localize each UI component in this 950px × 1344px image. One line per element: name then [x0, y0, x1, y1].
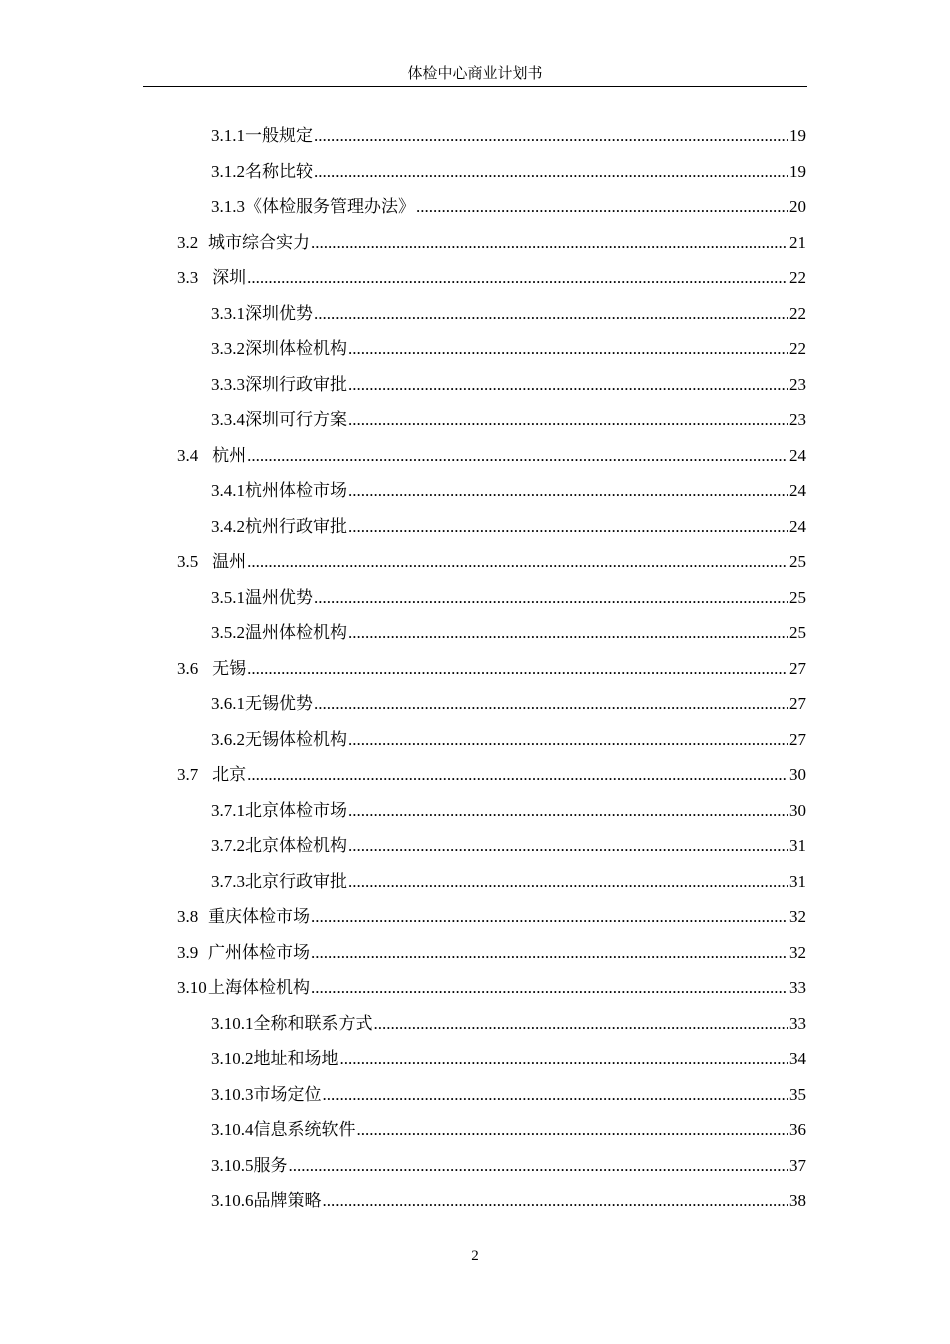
toc-entry[interactable] [211, 189, 806, 224]
toc-entry-number: 3.4.2 [211, 516, 245, 536]
toc-entry[interactable] [211, 1112, 806, 1147]
toc-entry[interactable] [177, 757, 806, 792]
toc-dot-leader [247, 438, 788, 473]
toc-entry-number: 3.4 [177, 445, 199, 465]
toc-entry-page: 33 [789, 1013, 806, 1033]
toc-entry-page: 25 [789, 623, 806, 642]
toc-dot-leader [348, 615, 788, 650]
toc-entry-title: 品牌策略 [253, 1191, 322, 1210]
toc-entry-page: 35 [789, 1084, 806, 1104]
toc-dot-leader [348, 367, 788, 402]
toc-entry-number: 3.3.3 [211, 374, 245, 394]
toc-dot-leader [348, 722, 788, 757]
toc-entry-title: 深圳体检机构 [245, 339, 347, 358]
toc-entry-number: 3.7.1 [211, 800, 245, 820]
toc-dot-leader [348, 864, 788, 899]
toc-entry-title: 深圳行政审批 [245, 374, 347, 394]
toc-entry-page: 37 [789, 1155, 806, 1175]
toc-entry-number: 3.3.1 [211, 303, 245, 323]
toc-entry-title: 温州体检机构 [245, 623, 347, 642]
toc-entry-page: 23 [789, 374, 806, 394]
toc-dot-leader [357, 1112, 789, 1147]
toc-entry-number: 3.6 [177, 658, 199, 678]
toc-entry-title: 一般规定 [245, 126, 313, 145]
toc-entry-page: 25 [789, 587, 806, 607]
toc-entry[interactable] [211, 1006, 806, 1041]
toc-entry[interactable] [211, 828, 806, 863]
toc-dot-leader [416, 189, 788, 224]
toc-entry-title: 北京体检机构 [245, 836, 347, 855]
toc-entry-page: 30 [789, 800, 806, 820]
toc-entry[interactable] [211, 118, 806, 153]
toc-entry-title: 深圳可行方案 [245, 410, 347, 429]
toc-entry[interactable] [177, 935, 806, 970]
toc-dot-leader [311, 970, 788, 1005]
toc-entry-title: 杭州体检市场 [245, 481, 347, 500]
toc-entry[interactable] [211, 509, 806, 544]
toc-dot-leader [314, 686, 788, 721]
toc-entry-number: 3.10.3 [211, 1084, 254, 1104]
toc-entry[interactable] [211, 367, 806, 402]
toc-entry-number: 3.10.5 [211, 1155, 254, 1175]
toc-entry[interactable] [211, 402, 806, 437]
toc-entry-page: 24 [789, 481, 806, 500]
toc-entry-title: 城市综合实力 [208, 232, 311, 252]
toc-entry[interactable] [177, 651, 806, 686]
toc-entry[interactable] [211, 1148, 806, 1183]
toc-entry[interactable] [211, 615, 806, 650]
toc-entry[interactable] [211, 864, 806, 899]
toc-dot-leader [247, 651, 788, 686]
toc-entry-number: 3.8 [177, 907, 199, 926]
toc-entry-page: 22 [789, 339, 806, 358]
toc-entry-title: 全称和联系方式 [253, 1013, 373, 1033]
toc-entry-number: 3.7.3 [211, 871, 245, 891]
toc-dot-leader [348, 828, 788, 863]
toc-entry-title: 北京 [212, 765, 247, 784]
toc-entry-page: 31 [789, 871, 806, 891]
toc-dot-leader [311, 225, 788, 260]
toc-entry[interactable] [211, 473, 806, 508]
toc-entry-page: 27 [789, 694, 806, 713]
toc-entry-title: 市场定位 [253, 1084, 322, 1104]
toc-entry[interactable] [211, 1077, 806, 1112]
toc-entry-title: 杭州 [212, 445, 247, 465]
toc-dot-leader [348, 331, 788, 366]
toc-dot-leader [348, 509, 788, 544]
toc-entry-title: 杭州行政审批 [245, 516, 347, 536]
toc-entry-number: 3.5.2 [211, 623, 245, 642]
toc-entry-page: 27 [789, 658, 806, 678]
toc-entry-title: 信息系统软件 [253, 1120, 356, 1139]
toc-entry[interactable] [211, 296, 806, 331]
toc-entry-number: 3.7 [177, 765, 199, 784]
toc-entry-title: 广州体检市场 [208, 942, 311, 962]
toc-entry-page: 22 [789, 268, 806, 287]
toc-dot-leader [247, 544, 788, 579]
toc-dot-leader [247, 757, 788, 792]
toc-entry-page: 19 [789, 126, 806, 145]
toc-entry-page: 22 [789, 303, 806, 323]
toc-entry-number: 3.1.1 [211, 126, 245, 145]
toc-entry[interactable] [211, 331, 806, 366]
toc-dot-leader [314, 296, 788, 331]
toc-entry-page: 23 [789, 410, 806, 429]
toc-dot-leader [323, 1183, 789, 1218]
toc-entry-title: 名称比较 [245, 161, 313, 181]
toc-entry-title: 服务 [253, 1155, 288, 1175]
toc-entry-page: 25 [789, 552, 806, 571]
toc-entry[interactable] [177, 970, 806, 1005]
toc-entry-number: 3.10.1 [211, 1013, 254, 1033]
toc-entry-page: 27 [789, 729, 806, 749]
toc-dot-leader [348, 473, 788, 508]
toc-entry-page: 32 [789, 907, 806, 926]
toc-entry-number: 3.3.4 [211, 410, 245, 429]
toc-entry-number: 3.4.1 [211, 481, 245, 500]
toc-entry-title: 地址和场地 [253, 1049, 339, 1068]
toc-dot-leader [314, 154, 788, 189]
toc-dot-leader [348, 402, 788, 437]
toc-entry[interactable] [211, 686, 806, 721]
toc-entry-page: 33 [789, 978, 806, 997]
toc-dot-leader [340, 1041, 789, 1076]
toc-entry-number: 3.10.4 [211, 1120, 254, 1139]
toc-dot-leader [311, 899, 788, 934]
toc-entry-number: 3.10.6 [211, 1191, 254, 1210]
toc-entry-page: 19 [789, 161, 806, 181]
toc-entry-number: 3.6.2 [211, 729, 245, 749]
toc-entry[interactable] [177, 544, 806, 579]
toc-entry-number: 3.9 [177, 942, 199, 962]
toc-entry-title: 深圳优势 [245, 303, 313, 323]
toc-entry-title: 《体检服务管理办法》 [245, 197, 415, 216]
toc-entry-title: 无锡 [212, 658, 247, 678]
toc-entry-number: 3.1.2 [211, 161, 245, 181]
toc-entry-number: 3.3 [177, 268, 199, 287]
toc-entry-number: 3.10 [177, 978, 207, 997]
toc-entry-title: 温州优势 [245, 587, 313, 607]
toc-entry-page: 31 [789, 836, 806, 855]
toc-entry-page: 38 [789, 1191, 806, 1210]
toc-entry-page: 24 [789, 445, 806, 465]
toc-entry[interactable] [211, 1041, 806, 1076]
toc-entry[interactable] [211, 722, 806, 757]
header-rule [143, 86, 807, 87]
toc-entry-page: 20 [789, 197, 806, 216]
toc-dot-leader [374, 1006, 789, 1041]
toc-dot-leader [314, 118, 788, 153]
toc-entry-title: 温州 [212, 552, 247, 571]
toc-entry-page: 24 [789, 516, 806, 536]
page-number: 2 [471, 1248, 479, 1264]
toc-entry[interactable] [211, 1183, 806, 1218]
toc-entry-number: 3.2 [177, 232, 199, 252]
toc-dot-leader [314, 580, 788, 615]
toc-entry[interactable] [177, 260, 806, 295]
toc-entry-title: 无锡优势 [245, 694, 313, 713]
toc-dot-leader [348, 793, 788, 828]
toc-entry[interactable] [211, 580, 806, 615]
toc-entry-title: 重庆体检市场 [208, 907, 311, 926]
toc-entry-title: 北京行政审批 [245, 871, 347, 891]
toc-dot-leader [323, 1077, 789, 1112]
toc-entry-title: 深圳 [212, 268, 247, 287]
toc-dot-leader [289, 1148, 789, 1183]
toc-entry-page: 32 [789, 942, 806, 962]
toc-entry-number: 3.1.3 [211, 197, 245, 216]
toc-entry-number: 3.10.2 [211, 1049, 254, 1068]
toc-entry-title: 无锡体检机构 [245, 729, 347, 749]
page-header-title: 体检中心商业计划书 [407, 66, 543, 82]
toc-entry[interactable] [177, 438, 806, 473]
toc-entry-page: 30 [789, 765, 806, 784]
toc-entry-number: 3.5.1 [211, 587, 245, 607]
toc-entry-number: 3.3.2 [211, 339, 245, 358]
toc-entry-page: 36 [789, 1120, 806, 1139]
toc-entry-page: 21 [789, 232, 806, 252]
toc-entry-number: 3.5 [177, 552, 199, 571]
toc-entry[interactable] [177, 899, 806, 934]
toc-entry[interactable] [211, 154, 806, 189]
toc-entry-number: 3.7.2 [211, 836, 245, 855]
toc-dot-leader [247, 260, 788, 295]
toc-entry-number: 3.6.1 [211, 694, 245, 713]
toc-entry-title: 上海体检机构 [208, 978, 311, 997]
toc-dot-leader [311, 935, 788, 970]
toc-entry-title: 北京体检市场 [245, 800, 347, 820]
toc-entry-page: 34 [789, 1049, 806, 1068]
toc-entry[interactable] [211, 793, 806, 828]
toc-entry[interactable] [177, 225, 806, 260]
